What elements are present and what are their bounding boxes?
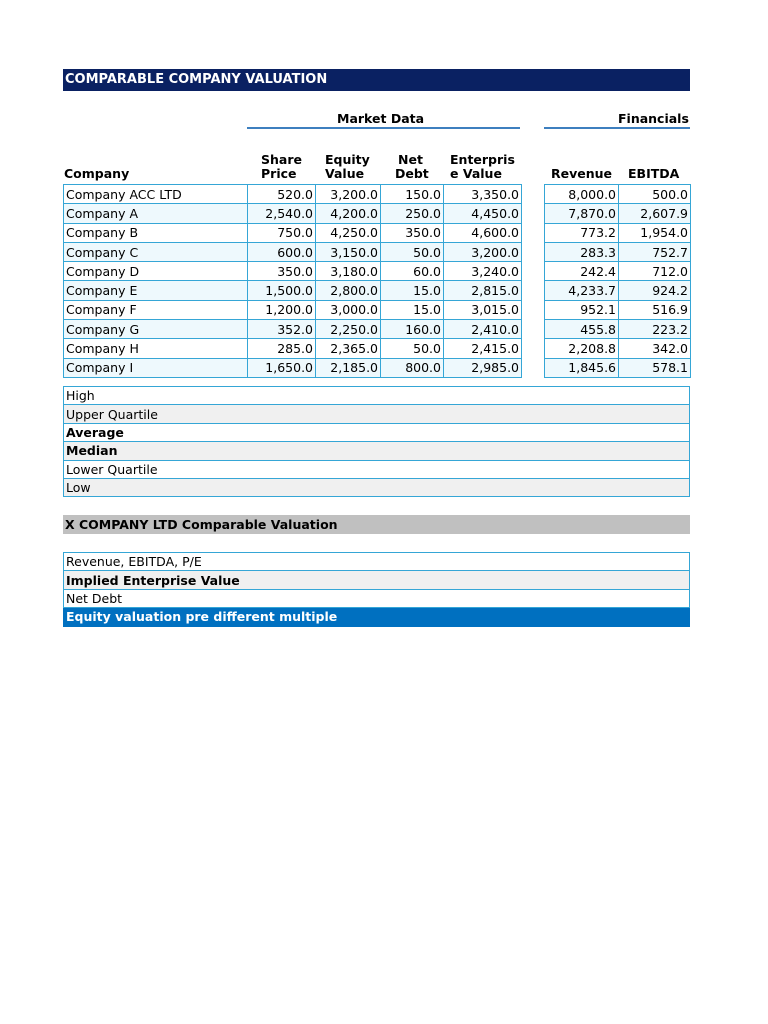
table-row — [64, 281, 522, 300]
table-row — [545, 204, 691, 223]
enterprise-value-cell: 2,985.0 — [444, 358, 522, 377]
header-enterprise-value-line1: Enterpris — [450, 152, 515, 167]
net-debt-cell: 15.0 — [381, 281, 444, 300]
equity-valuation-row — [64, 608, 690, 626]
valuation-section-title: X COMPANY LTD Comparable Valuation — [63, 515, 690, 534]
enterprise-value-cell: 4,600.0 — [444, 223, 522, 242]
header-enterprise-value — [450, 153, 515, 181]
ebitda-cell: 223.2 — [619, 320, 691, 339]
revenue-cell: 4,233.7 — [545, 281, 619, 300]
company-name-cell: Company C — [64, 242, 248, 261]
header-net-debt-line2: Debt — [395, 166, 429, 181]
valuation-row — [64, 589, 690, 607]
valuation-label-cell: Implied Enterprise Value — [64, 571, 690, 589]
header-ebitda: EBITDA — [628, 166, 680, 181]
table-row — [545, 281, 691, 300]
market-data-underline — [247, 127, 520, 129]
equity-value-cell: 2,250.0 — [316, 320, 381, 339]
revenue-cell: 7,870.0 — [545, 204, 619, 223]
revenue-cell: 8,000.0 — [545, 185, 619, 204]
revenue-cell: 773.2 — [545, 223, 619, 242]
valuation-row — [64, 571, 690, 589]
valuation-row — [64, 553, 690, 571]
net-debt-cell: 150.0 — [381, 185, 444, 204]
equity-value-cell: 4,200.0 — [316, 204, 381, 223]
table-row — [545, 242, 691, 261]
stats-label-cell: Upper Quartile — [64, 405, 690, 423]
table-row — [545, 223, 691, 242]
share-price-cell: 2,540.0 — [248, 204, 316, 223]
valuation-label-cell: Equity valuation pre different multiple — [64, 608, 690, 626]
header-equity-value-line1: Equity — [325, 152, 370, 167]
ebitda-cell: 752.7 — [619, 242, 691, 261]
enterprise-value-cell: 3,240.0 — [444, 262, 522, 281]
table-row — [545, 262, 691, 281]
net-debt-cell: 350.0 — [381, 223, 444, 242]
valuation-label-cell: Net Debt — [64, 589, 690, 607]
valuation-table — [63, 552, 690, 627]
table-row — [64, 339, 522, 358]
share-price-cell: 1,650.0 — [248, 358, 316, 377]
share-price-cell: 1,500.0 — [248, 281, 316, 300]
market-data-heading: Market Data — [337, 111, 425, 126]
revenue-cell: 283.3 — [545, 242, 619, 261]
ebitda-cell: 500.0 — [619, 185, 691, 204]
enterprise-value-cell: 2,410.0 — [444, 320, 522, 339]
ebitda-cell: 342.0 — [619, 339, 691, 358]
ebitda-cell: 924.2 — [619, 281, 691, 300]
share-price-cell: 352.0 — [248, 320, 316, 339]
company-name-cell: Company ACC LTD — [64, 185, 248, 204]
revenue-cell: 2,208.8 — [545, 339, 619, 358]
market-data-table — [63, 184, 522, 378]
enterprise-value-cell: 2,815.0 — [444, 281, 522, 300]
ebitda-cell: 1,954.0 — [619, 223, 691, 242]
table-row — [64, 262, 522, 281]
share-price-cell: 600.0 — [248, 242, 316, 261]
share-price-cell: 350.0 — [248, 262, 316, 281]
enterprise-value-cell: 4,450.0 — [444, 204, 522, 223]
table-row — [545, 300, 691, 319]
net-debt-cell: 60.0 — [381, 262, 444, 281]
statistics-table — [63, 386, 690, 497]
table-row — [545, 320, 691, 339]
financials-table — [544, 184, 691, 378]
company-name-cell: Company I — [64, 358, 248, 377]
equity-value-cell: 2,800.0 — [316, 281, 381, 300]
enterprise-value-cell: 3,350.0 — [444, 185, 522, 204]
header-equity-value-line2: Value — [325, 166, 365, 181]
table-row — [64, 300, 522, 319]
header-net-debt — [395, 153, 429, 181]
equity-value-cell: 3,180.0 — [316, 262, 381, 281]
table-row — [64, 242, 522, 261]
company-name-cell: Company H — [64, 339, 248, 358]
valuation-label-cell: Revenue, EBITDA, P/E — [64, 553, 690, 571]
header-share-price-line1: Share — [261, 152, 302, 167]
stats-label-cell: Low — [64, 478, 690, 496]
net-debt-cell: 15.0 — [381, 300, 444, 319]
revenue-cell: 1,845.6 — [545, 358, 619, 377]
enterprise-value-cell: 3,200.0 — [444, 242, 522, 261]
equity-value-cell: 3,200.0 — [316, 185, 381, 204]
revenue-cell: 455.8 — [545, 320, 619, 339]
stats-row — [64, 405, 690, 423]
header-company: Company — [64, 166, 130, 181]
stats-label-cell: Average — [64, 423, 690, 441]
equity-value-cell: 2,365.0 — [316, 339, 381, 358]
stats-row — [64, 442, 690, 460]
equity-value-cell: 3,000.0 — [316, 300, 381, 319]
net-debt-cell: 800.0 — [381, 358, 444, 377]
financials-heading: Financials — [618, 111, 689, 126]
company-name-cell: Company E — [64, 281, 248, 300]
company-name-cell: Company G — [64, 320, 248, 339]
stats-row — [64, 423, 690, 441]
share-price-cell: 750.0 — [248, 223, 316, 242]
header-revenue: Revenue — [551, 166, 613, 181]
share-price-cell: 285.0 — [248, 339, 316, 358]
header-enterprise-value-line2: e Value — [450, 166, 502, 181]
stats-label-cell: High — [64, 387, 690, 405]
financials-underline — [544, 127, 690, 129]
stats-label-cell: Lower Quartile — [64, 460, 690, 478]
header-share-price-line2: Price — [261, 166, 297, 181]
ebitda-cell: 516.9 — [619, 300, 691, 319]
net-debt-cell: 250.0 — [381, 204, 444, 223]
share-price-cell: 520.0 — [248, 185, 316, 204]
company-name-cell: Company F — [64, 300, 248, 319]
equity-value-cell: 4,250.0 — [316, 223, 381, 242]
enterprise-value-cell: 3,015.0 — [444, 300, 522, 319]
net-debt-cell: 50.0 — [381, 339, 444, 358]
stats-row — [64, 460, 690, 478]
company-name-cell: Company D — [64, 262, 248, 281]
page-title: COMPARABLE COMPANY VALUATION — [63, 69, 690, 91]
table-row — [64, 358, 522, 377]
company-name-cell: Company B — [64, 223, 248, 242]
table-row — [64, 223, 522, 242]
revenue-cell: 242.4 — [545, 262, 619, 281]
net-debt-cell: 160.0 — [381, 320, 444, 339]
stats-row — [64, 478, 690, 496]
table-row — [64, 185, 522, 204]
header-share-price — [261, 153, 302, 181]
equity-value-cell: 3,150.0 — [316, 242, 381, 261]
header-equity-value — [325, 153, 370, 181]
ebitda-cell: 2,607.9 — [619, 204, 691, 223]
table-row — [545, 339, 691, 358]
stats-label-cell: Median — [64, 442, 690, 460]
table-row — [545, 185, 691, 204]
revenue-cell: 952.1 — [545, 300, 619, 319]
stats-row — [64, 387, 690, 405]
company-name-cell: Company A — [64, 204, 248, 223]
table-row — [545, 358, 691, 377]
net-debt-cell: 50.0 — [381, 242, 444, 261]
share-price-cell: 1,200.0 — [248, 300, 316, 319]
equity-value-cell: 2,185.0 — [316, 358, 381, 377]
table-row — [64, 204, 522, 223]
ebitda-cell: 712.0 — [619, 262, 691, 281]
table-row — [64, 320, 522, 339]
header-net-debt-line1: Net — [398, 152, 423, 167]
ebitda-cell: 578.1 — [619, 358, 691, 377]
enterprise-value-cell: 2,415.0 — [444, 339, 522, 358]
